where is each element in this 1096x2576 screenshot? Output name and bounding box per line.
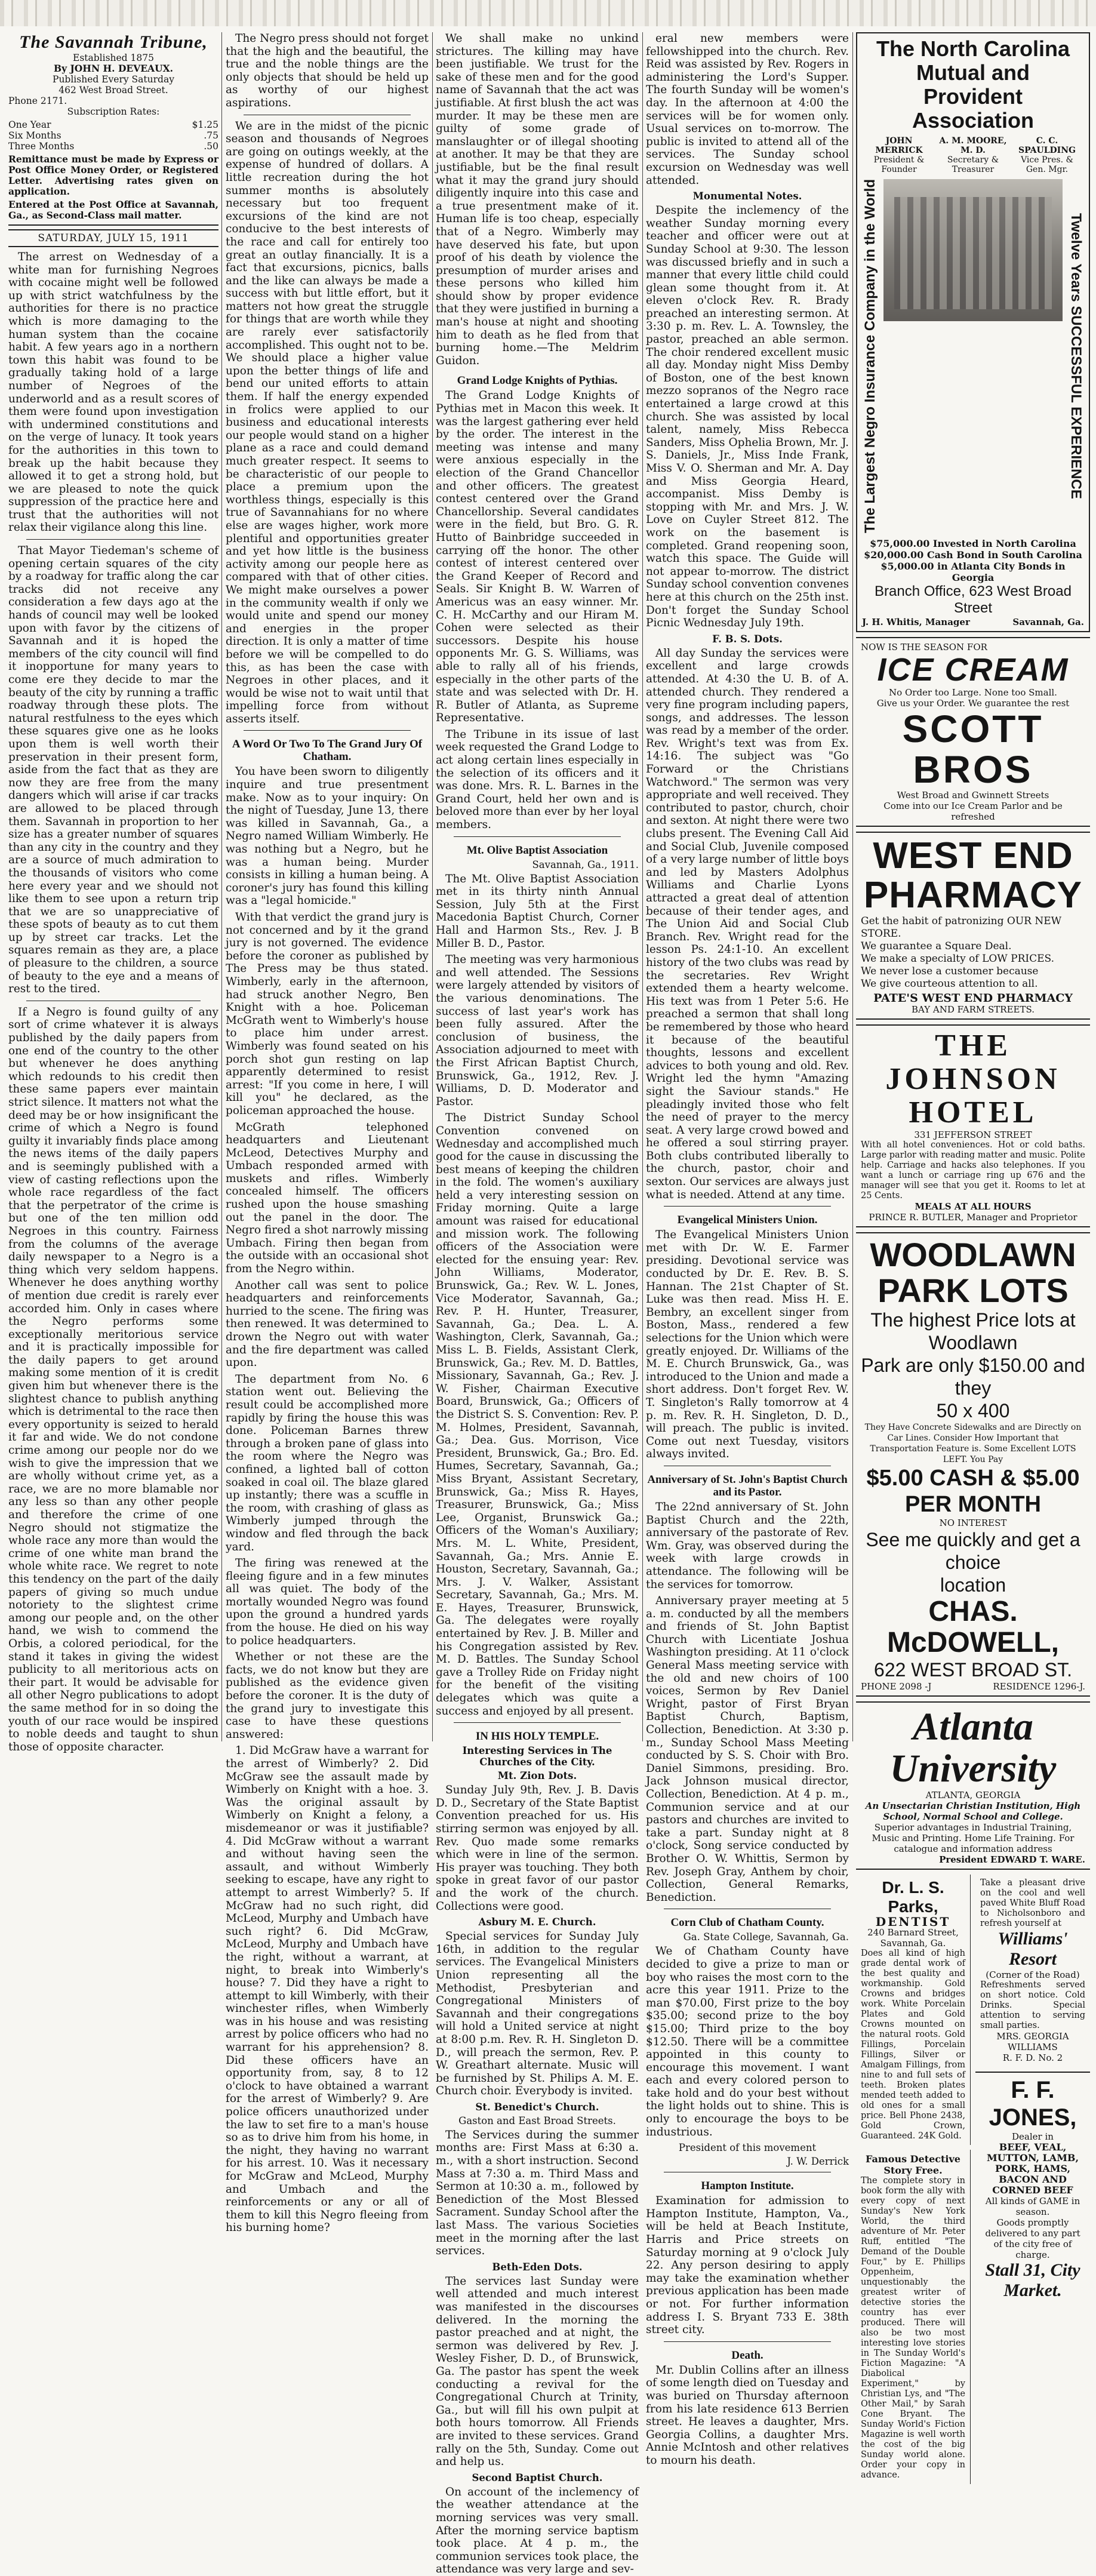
article-paragraph: The 22nd anniversary of St. John Baptist Church and the 22th, anniversary of the pastorate of Rev. Wm. Gray, was observed during the week with large crowds in attendance. The following will be the services for tomorrow. (646, 1500, 849, 1591)
article-paragraph: Sunday July 9th, Rev. J. B. Davis D. D., Secretary of the State Baptist Convention preached for us. His stirring sermon was enjoyed by all. Rev. Quo made some remarks which were in line of the sermon. His prayer was touching. They both spoke in great favor of our pastor and the work of the church. Collections were good. (436, 1784, 639, 1913)
article-paragraph: The services last Sunday were well attended and much interest was manifested in the discourses delivered. In the morning the pastor preached and at night, the sermon was delivered by Rev. J. Wesley Fisher, D. D., of Brunswick, Ga. The pastor has spent the week conducting a revival for the Congregational Church at Trinity, Ga., but will fill his own pulpit at both hours tomorrow. All Friends are invited to these services. Grand rally on the 5th, Sunday. Come out and help us. (436, 2275, 639, 2469)
ad-line: location (940, 1574, 1006, 1596)
heading-fbs: F. B. S. Dots. (712, 633, 783, 645)
ad-line: ATLANTA, GEORGIA (925, 1789, 1021, 1801)
article-paragraph: The District Sunday School Convention convened on Wednesday and accomplished much good for the cause in discussing the best means of keeping the children in the fold. The women's auxiliary held a very interesting session on Friday morning. Quite a large amount was raised for educational and mission work. The following officers of the Association were elected for the ensuing year: Rev. John Williams, Moderator, Brunswick, Ga.; Rev. W. L. Jones, Vice Moderator, Savannah, Ga.; Rev. P. H. Hunter, Treasurer, Savannah, Ga.; Dea. L. A. Washington, Clerk, Savannah, Ga.; Miss L. B. Fields, Assistant Clerk, Brunswick, Ga.; Rev. M. D. Battles, Missionary, Savannah, Ga.; Rev. J. W. Fisher, Chairman Executive Board, Brunswick, Ga.; Officers of the District S. S. Convention: Rev. P. M. Holmes, President, Savannah, Ga.; Dea. Gus. Morrison, Vice President, Brunswick, Ga.; Bro. Ed. Humes, Secretary, Savannah, Ga.; Miss Bryant, Assistant Secretary, Brunswick, Ga.; Miss R. Hayes, Treasurer, Brunswick, Ga.; Miss Lee, Organist, Brunswick Ga.; Officers of the Woman's Auxiliary; Mrs. M. L. White, President, Savannah, Ga.; Mrs. Annie E. Houston, Secretary, Savannah, Ga.; Mrs. J. V. Walker, Assistant Secretary, Savannah, Ga.; Mrs. M. E. Hayes, Treasurer, Brunswick, Ga. The delegates were royally entertained by Rev. J. B. Miller and his Congregation assisted by Rev. M. D. Battles. The Sunday School gave a Trolley Ride on Friday night for the benefit of the visiting delegates which was quite a success and enjoyed by all present. (436, 1112, 639, 1718)
masthead-rates-label: Subscription Rates: (67, 106, 160, 117)
article-paragraph: All day Sunday the services were excellent and large crowds attended. At 4:30 the U. B. of A. attended church. They rendered a very fine program including papers, songs, and addresses. The lesson was read by a member of the order. Rev. Wright's text was from Ex. 14:16. The subject was "Go Forward or the Christians Watchword." The sermon was very appropriate and well received. They contributed to pastor, church, choir and sexton. At night there were two clubs present. The Evening Call Aid and Social Club, Juvenile composed of a very large number of little boys and led by Masters Adolphus Williams and Charlie Lyons attracted a great deal of attention because of their tender ages, and The Union Aid and Social Club Branch. Rev. Wright read for the lesson Ps. 24:1-10. An excellent history of the two clubs was read by the secretaries. Rev Wright extended them a hearty welcome. His text was from 1 Peter 5:6. He preached a sermon that shall long be remembered by those who heard it because of the beautiful thoughts, lessons and excellent advices to both young and old. Rev. Wright led the hymn "Amazing sight the Saviour stands." He pleadingly invited those who felt the need of prayer to the mercy seat. A very large crowd bowed and he offered a soul stirring prayer. Both clubs contributed liberally to the church, pastor, choir and sexton. Our services are always just what is needed. Attend at any time. (646, 647, 849, 1201)
ad-text: Does all kind of high grade dental work of the best quality and workmanship. Gold Crowns and bridges work. White Porcelain Plates and Gold Crowns mounted on the natural roots. Gold Fillings, Porcelain Fillings, Silver or Amalgam Fillings, from nine to and full sets of teeth. Broken plates mended teeth added to old ones for a small price. Bell Phone 2438, Gold Crown, Guaranteed. 24K Gold. (861, 1948, 965, 2141)
masthead-entered: Entered at the Post Office at Savannah, Ga., as Second-Class mail matter. (8, 199, 218, 221)
article-paragraph: The Tribune in its issue of last week requested the Grand Lodge to act along certain lines especially in the selection of its officers and it was done. Mrs. R. L. Barnes in the Grand Court, held her own and is beloved more than ever by her loyal members. (436, 728, 639, 832)
vertical-text: Twelve Years SUCCESSFUL EXPERIENCE (1068, 213, 1084, 499)
article-paragraph: Despite the inclemency of the weather Sunday morning every teacher and officer were out at Sunday School at 9:30. The lesson was discussed briefly and in such a manner that every little child could glean some thought from it. At eleven o'clock Rev. R. Brady preached an interesting sermon. At 3:30 p. m. Rev. L. A. Townsley, the pastor, preached an able sermon. The choir rendered excellent music all day. Monday night Miss Demby of Boston, one of the best known mezzo sopranos of the Negro race entertained a large crowd at this church. She was assisted by local talent, namely, Miss Rebecca Sanders, Miss Ophelia Brown, Mr. J. S. Daniels, Jr., Miss Inde Frank, Miss V. O. Sherman and Mr. A. Day and Miss Georgia Heard, accompanist. Miss Demby is stopping with Mr. and Mrs. J. W. Love on Cuyler Street 812. The work on the basement is completed. Grand reopening soon, watch this space. The Guide will not appear to-morrow. The district Sunday school convention convenes here at this church on the 25th inst. Don't forget the Sunday School Picnic Wednesday July 19th. (646, 204, 849, 630)
ad-line: We give courteous attention to all. (861, 977, 1038, 990)
ad-line: President EDWARD T. WARE. (939, 1854, 1085, 1865)
ad-text: Take a pleasant drive on the cool and well paved White Bluff Road to Nicholsonboro and refresh yourself at (980, 1878, 1085, 1928)
article-paragraph: You have been sworn to diligently inquire and true presentment make. Now as to your inquiry: On the night of Tuesday, June 13, there was killed in Savannah, Ga., a Negro named William Wimberly. He was nothing but a Negro, but he was a human being. Murder consists in killing a human being. A coroner's jury has found this killing was a "legal homicide." (226, 765, 429, 907)
ad-parks (856, 1875, 971, 2145)
ads-left (856, 1875, 971, 2489)
heading-mt-olive: Mt. Olive Baptist Association (466, 844, 608, 857)
page-columns (8, 32, 1090, 2576)
article-paragraph: eral new members were fellowshipped into the church. Rev. Reid was assisted by Rev. Rogers in administering the Lord's Supper. The fourth Sunday will be women's day. In the afternoon at 4:00 the services will be for women only. Usual services on to-morrow. The public is invited to attend all of the services. The Sunday school excursion on Wednesday was well attended. (646, 32, 849, 187)
ad-line: MEALS AT ALL HOURS (915, 1201, 1032, 1212)
ad-williams-resort (975, 1875, 1090, 2067)
manager-row: J. H. Whitis, Manager Savannah, Ga. (862, 616, 1084, 627)
dateline: Savannah, Ga., 1911. (532, 858, 639, 870)
divider (454, 836, 621, 837)
ad-line: See me quickly and get a choice (866, 1528, 1080, 1573)
ad-line: We make a specialty of LOW PRICES. (861, 952, 1054, 965)
ad-line: BAY AND FARM STREETS. (911, 1004, 1035, 1015)
column-rule (642, 32, 643, 1741)
masthead (8, 32, 218, 226)
signature-title: President of this movement (678, 2142, 817, 2154)
ad-jones (975, 2072, 1090, 2304)
heading-holy-temple: IN HIS HOLY TEMPLE. (475, 1730, 599, 1743)
ad-line: Park are only $150.00 and they (861, 1354, 1085, 1399)
editorial-squares: That Mayor Tiedeman's scheme of opening certain squares of the city by a roadway for traffic along the car tracks did not receive any consideration a few days ago at the hands of council may well be looked upon with favor by the citizens of Savannah and it is hoped the members of the city council will find it inopportune for many years to come ere they decide to mar the beauty of the city by running a traffic roadway through these plots. The natural restfulness to the eyes which these squares give one as he looks upon them is well worth their preservation in their present form, aside from the fact that as they are now they are free from the many dangers which will arise if car tracks are allowed to be placed through them. Savannah in proportion to her size has a greater number of squares than any city in the country and they are a source of much admiration to the thousands of visitors who come here every year and we should not like them to see upon a return trip that we are so unappreciative of these spots of beauty as to cut them up by street car tracks. Let the squares remain as they are, a place of pleasure to the children, a source of beauty to the eye and a means of rest to the tired. (8, 544, 218, 996)
heading-grand-jury: A Word Or Two To The Grand Jury Of Chatham. (232, 738, 423, 764)
divider (26, 539, 201, 540)
masthead-address: 462 West Broad Street. (59, 85, 168, 96)
building-photo (883, 179, 1063, 321)
article-paragraph: McGrath telephoned headquarters and Lieutenant McLeod, Detectives Murphy and Umbach responded armed with muskets and rifles. Wimberly concealed himself. The officers rushed upon the house smashing out the panel in the door. The Negro fired a shot narrowly missing Umbach. Firing then began from the outside with an occasional shot from the Negro within. (226, 1121, 429, 1276)
ad-line: 622 WEST BROAD ST. (874, 1658, 1072, 1681)
rate-row: Three Months .50 (8, 141, 218, 152)
article-paragraph: Anniversary prayer meeting at 5 a. m. conducted by all the members and friends of St. John Baptist Church with Licentiate Joshua Washington presiding. At 11 o'clock General Mass meeting service with the old and new choirs of 100 voices, Sermon by Rev Daniel Wright, pastor of First Bryan Baptist Church, Baptism, Collection, Benediction. At 3:30 p. m., Sunday School Mass Meeting conducted by S. S. Choir with Bro. Daniel Simmons, presiding. Bro. Jack Johnson musical director, Collection, Benediction. At 4 p. m., Communion service and at our pastors and churches are invited to take a part. Sunday night at 8 o'clock, Song service conducted by Brother O. W. Whittis, Sermon by Rev. Joseph Gray, Anthem by choir, Collection, General Remarks, Benediction. (646, 1595, 849, 1904)
column-ads (856, 32, 1090, 2480)
ad-johnson-hotel (856, 1024, 1090, 1227)
editorial-picnic: We are in the midst of the picnic season and thousands of Negroes are going on outings weekly, at the expense of hundred of dollars. A little recreation during the hot summer months is absolutely necessary but too frequent excursions of the kind are not conducive to the best interests of the race and call for entirely too great an outlay financially. It is a fact that excursions, picnics, balls and the like can always be made a success with but little effort, but it matters not how great the struggle for things that are worth while they are rarely ever satisfactorily accomplished. This ought not to be. We should place a higher value upon the better things of life and bend our united efforts to attain them. If half the energy expended in frolics were applied to our business and educational interests our people would stand on a higher plane as a race and could demand much greater respect. It seems to be characteristic of our people to place a premium upon the worthless things, especially is this true of Savannahians for no where else are wages higher, work more plentiful and opportunities greater and yet how little is the business activity among our people here as compared with that of other cities. We might make ourselves a power in the community wealth if only we would unite and spend our money and energies in the proper direction. It is only a matter of time before we will be compelled to do this, as has been the case with Negroes in other places, and it would be wise not to wait until that impelling force from without asserts itself. (226, 119, 429, 725)
article-paragraph: The Grand Lodge Knights of Pythias met in Macon this week. It was the largest gathering ever held by the order. The interest in the meeting was intense and many were anxious especially in the election of the Grand Chancellor and other officers. The greatest contest centered over the Grand Chancellorship. Several candidates were in the field, but Bro. G. R. Hutto of Bainbridge succeeded in carrying off the honor. The other contest of interest centered over the Grand Keeper of Record and Seals. Sir Knight B. W. Warren of Americus was an easy winner. Mr. C. H. McCarthy and our Hiram M. Cohen were selected as their successors. Despite his house opponents Mr. G. S. Williams, was able to rally all of his friends, especially in the other parts of the state and was selected with Dr. H. R. Butler of Atlanta, as Supreme Representative. (436, 389, 639, 725)
heading-death: Death. (731, 2349, 763, 2362)
ad-line: 331 JEFFERSON STREET (914, 1129, 1032, 1140)
ad-line: MRS. GEORGIA WILLIAMS (996, 2030, 1069, 2052)
atlanta-title: Atlanta University (889, 1704, 1057, 1790)
article-paragraph: The firing was renewed at the fleeing figure and in a few minutes all was quiet. The body of the mortally wounded Negro was found upon the ground a hundred yards from the house. He died on his way to police headquarters. (226, 1557, 429, 1647)
ad-text: The complete story in book form the ally with every copy of next Sunday's New York World, the third adventure of Mr. Peter Ruff, entitled "The Demand of the Double Four," by E. Phillips Oppenheim, unquestionably the greatest writer of detective stories the country has ever produced. There will also be two most interesting love stories in The Sunday World's Fiction Magazine: "A Diabolical Experiment," by Christian Lys, and "The Other Mail," by Sarah Cone Bryant. The Sunday World's Fiction Magazine is well worth the cost of the big Sunday world alone. Order your copy in advance. (861, 2175, 965, 2480)
ad-line: The highest Price lots at Woodlawn (870, 1309, 1076, 1353)
ad-line: An Unsectarian Christian Institution, High School, Normal School and College. (865, 1800, 1081, 1822)
ad-line: Goods promptly delivered to any part of the city free of charge. (985, 2217, 1080, 2260)
article-paragraph: The department from No. 6 station went out. Believing the result could be accomplished more rapidly by firing the house this was done. Policeman Barnes threw through a broken pane of glass into the room where the Negro was confined, a lighted ball of cotton soaked in coal oil. The blaze glared up instantly; there was a scuffle in the room, with crashing of glass as Wimberly jumped through the window and fled through the back yard. (226, 1372, 429, 1553)
rate-row: Six Months .75 (8, 130, 218, 141)
ad-line: BEEF, VEAL, MUTTON, LAMB, PORK, HAMS, BACON AND CORNED BEEF (986, 2141, 1079, 2196)
hotel-title: THE JOHNSON HOTEL (885, 1028, 1061, 1129)
jones-title: F. F. JONES, (989, 2076, 1077, 2131)
mcdowell-name: CHAS. McDOWELL, (887, 1595, 1059, 1658)
article-paragraph: 1. Did McGraw have a warrant for the arrest of Wimberly? 2. Did McGraw see the assault made by Wimberly on Knight with a hoe. 3. Was the original assault by Wimberly on Knight a felony, a misdemeanor or was it justifiable? 4. Did McGraw without a warrant and without having seen the assault, and without Wimberly seeking to escape, have any right to attempt to arrest Wimberly? 5. If McGraw had no such right, did McLeod, Murphy and Umbach have such right? 6. Did McGraw, McLeod, Murphy and Umbach have the right, without a warrant, at night, to break into Wimberly's house? 7. Did they have a right to attempt to kill Wimberly, with their winchester rifles, when Wimberly was in his house and was resisting arrest by police officers who had no warrant for his apprehension? 8. Did these officers have an opportunity from, say, 8 to 12 o'clock to have obtained a warrant for the arrest of Wimberly? 9. Are police officers unauthorized under the law to set fire to a man's house so as to drive him from his home, in the night, they having no warrant for his arrest. 10. Was it necessary for McGraw and McLeod, Murphy and Umbach and the reinforcements or any or all of them to kill this Negro fleeing from his burning home? (226, 1744, 429, 2235)
article-paragraph: Another call was sent to police headquarters and reinforcements hurried to the scene. The firing was then renewed. It was determined to drown the Negro out with water and the fire department was called upon. (226, 1279, 429, 1369)
parks-title: Dr. L. S. Parks, (882, 1878, 944, 1916)
subheading: Gaston and East Broad Streets. (458, 2115, 616, 2126)
ad-ice-cream (856, 637, 1090, 827)
heading-second-baptist: Second Baptist Church. (472, 2472, 603, 2483)
ad-nc-mutual (856, 32, 1090, 632)
article-paragraph: We shall make no unkind strictures. The killing may have been justifiable. We trust for the sake of these men and for the good name of Savannah that the act was justifiable. At first blush the act was murder. It may be these men are guilty of some grade of manslaughter or of illegal shooting at another. It may be that they are justifiable, but be the final result what it may the grand jury should diligently inquire into this case and a true presentment make of it. Human life is too cheap, especially that of a Negro. Wimberly may have deserved his fate, but upon proof of his death by violence the presumption of murder arises and these persons who killed him should show by proper evidence that they were justified in burning a man's house at night and shooting him to death as he fled from that burning home.—The Meldrim Guidon. (436, 32, 639, 367)
issue-date: SATURDAY, JULY 15, 1911 (8, 229, 218, 247)
ads-right (975, 1875, 1090, 2489)
heading-monumental: Monumental Notes. (692, 190, 802, 202)
ad-text: Superior advantages in Industrial Training, Music and Printing. Home Life Training. For catalogue and information address (872, 1821, 1075, 1854)
ad-line: We never lose a customer because (861, 965, 1039, 977)
article-paragraph: The Mt. Olive Baptist Association met in its thirty ninth Annual Session, July 5th at the First Macedonia Baptist Church, Corner Hall and Harmon Sts., Rev. J. B Miller B. D., Pastor. (436, 872, 639, 950)
deposit-line: $75,000.00 Invested in North Carolina (870, 537, 1076, 549)
heading-mt-zion: Mt. Zion Dots. (497, 1770, 577, 1782)
masthead-established: Established 1875 (73, 53, 154, 63)
deposit-line: $5,000.00 in Atlanta City Bonds in Georgia (881, 560, 1066, 583)
article-paragraph: With that verdict the grand jury is not concerned and by it the grand jury is not governed. The evidence before the coroner as published by The Press may be thus stated. Wimberly, early in the afternoon, had struck another Negro, Ben Knight with a hoe. Policeman McGrath went to Wimberly's house to place him under arrest. Wimberly was found seated on his porch shot gun resting on lap apparently determined to resist arrest: "If you come in here, I will kill you" he declared, as the policeman approached the house. (226, 911, 429, 1117)
article-paragraph: On account of the inclemency of the weather attendance at the morning services was very small. After the morning service baptism took place. At 4 p. m., the communion services took place, the attendance was very large and sev- (436, 2485, 639, 2576)
masthead-editor: By JOHN H. DEVEAUX. (53, 63, 174, 74)
dateline: Ga. State College, Savannah, Ga. (683, 1931, 849, 1943)
ad-title: Provident Association (912, 84, 1035, 133)
subheading: Interesting Services in The Churches of the City. (462, 1745, 612, 1768)
ad-text: They Have Concrete Sidewalks and are Directly on Car Lines. Consider How Important that Transportation Feature is. Some Excellent LOTS LEFT. You Pay (864, 1422, 1082, 1464)
heading-asbury: Asbury M. E. Church. (478, 1916, 596, 1928)
masthead-rates (8, 119, 218, 152)
ad-line: 240 Barnard Street, (867, 1926, 959, 1938)
heading-pythias: Grand Lodge Knights of Pythias. (457, 374, 618, 387)
deposit-line: $20,000.00 Cash Bond in South Carolina (864, 549, 1082, 561)
ad-text: With all hotel conveniences. Hot or cold baths. Large parlor with reading matter and music. Polite help. Carriage and hacks also telephones. If you want a lunch or carriage ring up 676 and the manager will see that you get it. Rooms to let at 25 Cents. (861, 1140, 1085, 1201)
column-1 (8, 32, 218, 1753)
ad-line: We guarantee a Square Deal. (861, 940, 1012, 952)
ad-text: Refreshments served on short notice. Cold Drinks. Special attention to serving small parties. (980, 1980, 1085, 2030)
heading-corn-club: Corn Club of Chatham County. (670, 1916, 824, 1929)
article-paragraph: The Services during the summer months are: First Mass at 6:30 a. m., with a short instruction. Second Mass at 7:30 a. m. Third Mass and Sermon at 10:30 a. m., followed by Benediction of the Most Blessed Sacrament. Sunday School after the last Mass. The various Societies meet in the morning after the last services. (436, 2128, 639, 2258)
vertical-text: The Largest Negro Insurance Company in the World (862, 179, 878, 533)
branch-office: Branch Office, 623 West Broad Street (875, 583, 1072, 616)
article-paragraph: Special services for Sunday July 16th, in addition to the regular services. The Evangelical Ministers Union representing all the Methodist, Presbyterian and Congregational Ministers of Savannah and their congregations will hold a United service at night at 8:00 p.m. Rev. R. H. Singleton D. D., will preach the sermon, Rev. P. W. Greathart alternate. Music will be furnished by St. Philips A. M. E. Church choir. Everybody is invited. (436, 1930, 639, 2098)
ad-line: (Corner of the Road) (986, 1969, 1080, 1980)
ads-two-column (856, 1875, 1090, 2489)
detective-title: Famous Detective Story Free. (866, 2153, 960, 2176)
pharmacy-title: WEST END PHARMACY (863, 835, 1083, 916)
terms: $5.00 CASH & $5.00 PER MONTH (866, 1465, 1080, 1517)
divider (454, 1722, 621, 1723)
editorial-cocaine: The arrest on Wednesday of a white man for furnishing Negroes with cocaine might well be followed up with strict watchfulness by the authorities for there is no practice which is more damaging to the human system than the cocaine habit. A few years ago in a northern town this habit was found to be gradually taking hold of a large number of Negroes of the underworld and as a result scores of them were found upon investigation with undermined constitutions and on the verge of lunacy. It took years for the authorities in this town to break up the habit because they allowed it to get a strong hold, but we are pleased to note the quick suppression of the practice here and trust that the authorities will not relax their vigilance along this line. (8, 251, 218, 534)
signature-name: J. W. Derrick (787, 2156, 849, 2168)
ad-line: No Order too Large. None too Small. (889, 687, 1057, 698)
ad-line: West Broad and Gwinnett Streets (897, 789, 1049, 801)
ad-line: Get the habit of patronizing OUR NEW STORE. (861, 915, 1062, 940)
column-3 (436, 32, 639, 2576)
ad-line: Give us your Order. We guarantee the rest (876, 697, 1070, 709)
heading-hampton: Hampton Institute. (701, 2180, 794, 2193)
ad-detective-story (856, 2150, 971, 2484)
season-line: NOW IS THE SEASON FOR (861, 641, 987, 653)
ad-line: DENTIST (875, 1914, 951, 1929)
column-rule (221, 32, 222, 1741)
heading-st-johns: Anniversary of St. John's Baptist Church and its Pastor. (647, 1473, 848, 1498)
pharmacy-name: PATE'S WEST END PHARMACY (873, 991, 1073, 1005)
ad-woodlawn (856, 1232, 1090, 1697)
heading-beth-eden: Beth-Eden Dots. (492, 2261, 583, 2273)
ad-title: The North Carolina Mutual and (876, 36, 1070, 85)
divider (244, 730, 411, 731)
ad-line: 50 x 400 (936, 1399, 1010, 1421)
article-paragraph: We of Chatham County have decided to give a prize to man or boy who raises the most corn to the acre this year 1911. Prize to the man $70.00, First prize to the boy $35.00; second prize to the boy $15.00; Third prize to the boy $12.50. There will be a committee appointed in this county to encourage this movement. I want each and every colored person to take hold and do your best without the light holds out to shine. This is only to encourage the boys to be industrious. (646, 1945, 849, 2138)
woodlawn-title: WOODLAWN PARK LOTS (870, 1235, 1076, 1309)
divider (664, 2341, 831, 2342)
ad-line: Come into our Ice Cream Parlor and be refreshed (883, 800, 1063, 822)
column-rule (852, 32, 853, 1741)
masthead-phone: Phone 2171. (8, 96, 67, 106)
masthead-published: Published Every Saturday (53, 74, 174, 85)
ad-line: PRINCE R. BUTLER, Manager and Proprietor (869, 1211, 1077, 1223)
column-4 (646, 32, 849, 2467)
officers: JOHN MERRICK President & Founder A. M. MOORE, M. D. Secretary & Treasurer C. C. SPAULDING Vice Pres. & Gen. Mgr. (873, 136, 1076, 174)
ad-line: R. F. D. No. 2 (1002, 2052, 1063, 2063)
editorial-press: If a Negro is found guilty of any sort of crime whatever it is always published by the daily papers from one end of the country to the other but whenever he does anything which redounds to his credit then these same papers ever maintain strict silence. It matters not what the deed may be or how insignificant the crime of which a Negro is found guilty it invariably finds place among the news items of the daily papers and is seemingly published with a view of casting reflections upon the whole race regardless of the fact that the perpetrator of the crime is but one of the ten million odd Negroes in this country. Fairness from the columns of the average daily newspaper to a Negro is a thing which very seldom happens. Whenever he does anything worthy of mention due credit is rarely ever accorded him. Only in cases where the Negro performs some exceptionally meritorious service and it is practically impossible for the daily papers to get around making some mention of it is credit given him but whenever there is the slightest chance to publish anything which is detrimental to the race then every opportunity is seized to herald it far and wide. We do not condone crime among our people nor do we wish to give the impression that we are wholly without crime yet, as a race, we are no more blamable nor any less so than any other people and therefore the crime of one Negro should not stigmatize the whole race any more than would the crime of one white man brand the whole white race. We regret to note this tendency on the part of the daily papers of giving so much undue notoriety to the slightest crime among our people and, on the other hand, we wish to commend the Orbis, a colored periodical, for the stand it takes in giving the widest publicity to all meritorious acts on their part. It would be advisable for all other Negro publications to adopt the same method for in so doing the youth of our race would be inspired to noble deeds and taught to shun those of opposite character. (8, 1005, 218, 1753)
nc-body (862, 179, 1084, 533)
ad-atlanta-university (856, 1701, 1090, 1870)
heading-evangelical: Evangelical Ministers Union. (677, 1214, 818, 1227)
masthead-title: The Savannah Tribune, (19, 32, 208, 52)
scan-edge-strip (0, 0, 1096, 26)
scott-bros-title: SCOTT BROS (902, 707, 1044, 791)
stall-line: Stall 31, City Market. (985, 2260, 1080, 2300)
editorial-negro-press: The Negro press should not forget that the high and the beautiful, the true and the noble things are the only objects that should be held up as worthy of our highest aspirations. (226, 32, 429, 109)
divider (664, 1206, 831, 1207)
column-rule (432, 32, 433, 1741)
article-paragraph: Examination for admission to Hampton Institute, Hampton, Va., will be held at Beach Institute, Harris and Price streets on Saturday morning at 9 o'clock July 22. Any person desiring to apply may take the examination whether previous application has been made or not. For further information address I. S. Bryant 733 E. 38th street city. (646, 2195, 849, 2337)
ad-line: NO INTEREST (939, 1517, 1007, 1528)
column-2 (226, 32, 429, 2235)
ice-cream-title: ICE CREAM (877, 651, 1069, 688)
article-paragraph: The meeting was very harmonious and well attended. The Sessions were largely attended by visitors of the various denominations. The success of last year's work has been fully assured. After the conclusion of business, the Association adjourned to meet with the First African Baptist Church, Brunswick, Ga., 1912, Rev. J. Williams, D. D. Moderator and Pastor. (436, 953, 639, 1108)
ad-line: Dealer in (1012, 2131, 1054, 2142)
masthead-remittance: Remittance must be made by Express or Post Office Money Order, or Registered Letter. Advertising rates given on application. (8, 153, 218, 197)
article-paragraph: The Evangelical Ministers Union met with Dr. W. E. Farmer presiding. Devotional service was conducted by Dr. E. Rev. B. S. Hannan. The 21st Chapter of St. Luke was then read. Miss H. E. Bembry, an excellent singer from Boston, Mass., rendered a few selections for the Union which were greatly enjoyed. Dr. Williams of the M. E. Church Brunswick, Ga., was introduced to the Union and made a short address. Don't forget Rev. W. T. Singleton's Rally tomorrow at 4 p. m. Rev. R. H. Singleton, D. D., will preach. The public is invited. Come out next Tuesday, visitors always invited. (646, 1229, 849, 1461)
article-paragraph: Mr. Dublin Collins after an illness of some length died on Tuesday and was buried on Thursday afternoon from his late residence 613 Berrien street. He leaves a daughter, Mrs. Georgia Collins, a daughter Mrs. Annie McIntosh and other relatives to mourn his death. (646, 2363, 849, 2467)
heading-st-benedicts: St. Benedict's Church. (475, 2101, 599, 2113)
ad-line: All kinds of GAME in season. (985, 2195, 1080, 2217)
ad-pharmacy (856, 832, 1090, 1020)
phone-row: PHONE 2098 -J RESIDENCE 1296-J. (861, 1681, 1085, 1692)
ad-line: Savannah, Ga. (880, 1937, 946, 1949)
rate-row: One Year $1.25 (8, 119, 218, 130)
article-paragraph: Whether or not these are the facts, we do not know but they are published as the evidence given before the coroner. It is the duty of the grand jury to investigate this case to have these questions answered: (226, 1651, 429, 1741)
williams-title: Williams' Resort (998, 1928, 1068, 1969)
